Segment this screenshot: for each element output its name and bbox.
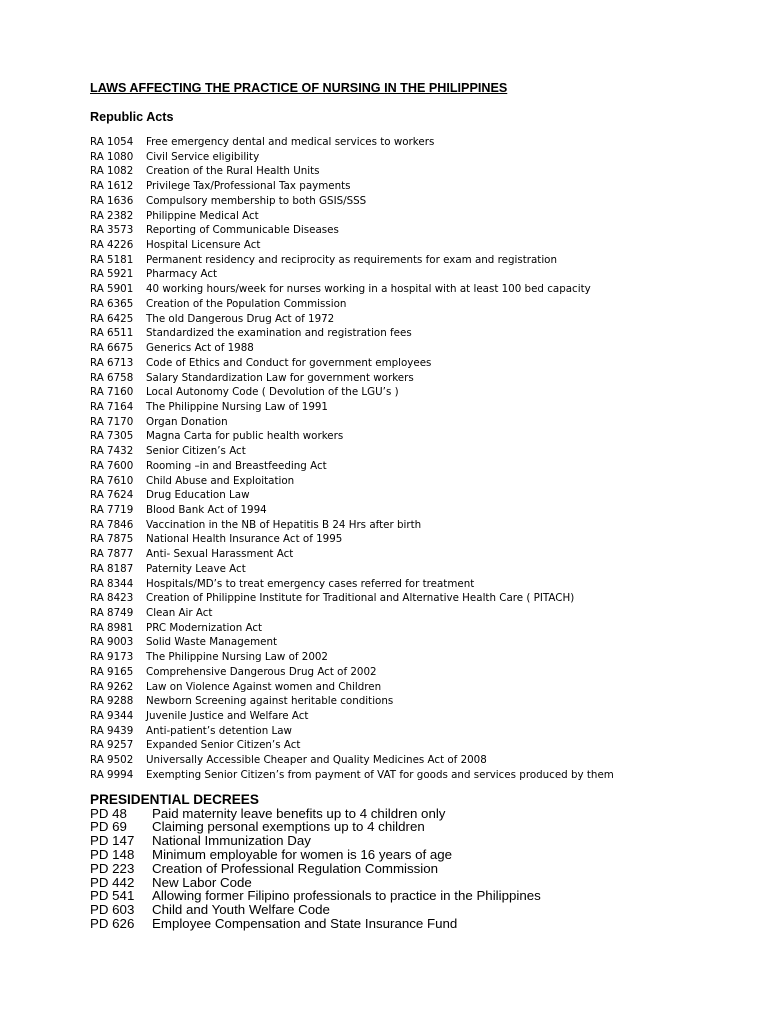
- republic-act-description: Anti- Sexual Harassment Act: [146, 548, 294, 561]
- republic-act-description: PRC Modernization Act: [146, 621, 263, 634]
- republic-act-item: [90, 150, 750, 165]
- republic-act-description: Reporting of Communicable Diseases: [146, 224, 339, 237]
- republic-act-item: [90, 753, 750, 768]
- republic-act-item: [90, 488, 750, 503]
- republic-act-item: [90, 665, 750, 680]
- republic-act-description: Generics Act of 1988: [146, 342, 254, 355]
- republic-act-code: RA 8981: [90, 621, 134, 634]
- republic-act-code: RA 6425: [90, 312, 134, 325]
- republic-act-item: [90, 532, 750, 547]
- republic-acts-list: [90, 135, 750, 783]
- republic-act-code: RA 9502: [90, 754, 134, 767]
- republic-act-description: Universally Accessible Cheaper and Quality Medicines Act of 2008: [146, 754, 487, 767]
- republic-act-item: [90, 253, 750, 268]
- republic-act-description: Pharmacy Act: [146, 268, 218, 281]
- republic-act-description: Hospital Licensure Act: [146, 239, 261, 252]
- republic-act-description: Creation of Philippine Institute for Traditional and Alternative Health Care ( PITACH): [146, 592, 575, 605]
- republic-act-description: Law on Violence Against women and Children: [146, 680, 382, 693]
- presidential-decree-item: [90, 820, 750, 834]
- republic-act-code: RA 9262: [90, 680, 134, 693]
- republic-act-description: Standardized the examination and registration fees: [146, 327, 412, 340]
- republic-act-item: [90, 518, 750, 533]
- republic-act-item: [90, 459, 750, 474]
- republic-act-item: [90, 282, 750, 297]
- document-title: LAWS AFFECTING THE PRACTICE OF NURSING IN THE PHILIPPINES: [90, 81, 508, 95]
- presidential-decree-description: Paid maternity leave benefits up to 4 children only: [152, 805, 446, 821]
- republic-act-item: [90, 267, 750, 282]
- republic-act-code: RA 4226: [90, 239, 134, 252]
- republic-act-item: [90, 635, 750, 650]
- republic-act-description: Free emergency dental and medical services to workers: [146, 136, 435, 148]
- republic-act-code: RA 8344: [90, 577, 134, 590]
- republic-act-item: [90, 709, 750, 724]
- republic-act-code: RA 6713: [90, 356, 134, 369]
- presidential-decree-code: PD 541: [90, 888, 135, 904]
- republic-act-code: RA 7877: [90, 548, 134, 561]
- presidential-decree-description: National Immunization Day: [152, 833, 311, 849]
- republic-act-description: Vaccination in the NB of Hepatitis B 24 Hrs after birth: [146, 518, 422, 531]
- republic-act-description: Juvenile Justice and Welfare Act: [146, 710, 309, 723]
- republic-act-description: Local Autonomy Code ( Devolution of the LGU’s ): [146, 386, 399, 399]
- republic-act-code: RA 5901: [90, 283, 134, 296]
- republic-act-item: [90, 223, 750, 238]
- republic-act-item: [90, 135, 750, 150]
- republic-act-description: Salary Standardization Law for government workers: [146, 371, 414, 384]
- republic-act-item: [90, 768, 750, 783]
- republic-act-description: The Philippine Nursing Law of 1991: [146, 400, 328, 413]
- republic-act-item: [90, 164, 750, 179]
- republic-act-code: RA 6511: [90, 327, 134, 340]
- republic-act-description: Code of Ethics and Conduct for government employees: [146, 356, 432, 369]
- republic-act-description: Hospitals/MD’s to treat emergency cases referred for treatment: [146, 577, 475, 590]
- presidential-decree-item: [90, 862, 750, 876]
- republic-act-code: RA 7875: [90, 533, 134, 546]
- republic-act-description: Magna Carta for public health workers: [146, 430, 344, 443]
- republic-act-item: [90, 297, 750, 312]
- republic-act-description: Comprehensive Dangerous Drug Act of 2002: [146, 665, 377, 678]
- presidential-decrees-list: [90, 807, 750, 931]
- republic-act-item: [90, 724, 750, 739]
- republic-act-item: [90, 209, 750, 224]
- republic-act-description: National Health Insurance Act of 1995: [146, 533, 343, 546]
- republic-act-item: [90, 562, 750, 577]
- republic-act-description: Drug Education Law: [146, 489, 250, 502]
- republic-act-item: [90, 621, 750, 636]
- presidential-decree-description: Employee Compensation and State Insurance Fund: [152, 916, 458, 931]
- presidential-decree-item: [90, 917, 750, 931]
- republic-act-code: RA 7600: [90, 459, 134, 472]
- republic-act-code: RA 9173: [90, 651, 134, 664]
- republic-act-item: [90, 680, 750, 695]
- republic-act-description: 40 working hours/week for nurses working in a hospital with at least 100 bed capacity: [146, 283, 591, 296]
- republic-act-code: RA 7164: [90, 400, 134, 413]
- republic-act-code: RA 1082: [90, 165, 134, 178]
- republic-act-description: Exempting Senior Citizen’s from payment of VAT for goods and services produced by them: [146, 768, 614, 781]
- republic-act-code: RA 9257: [90, 739, 134, 752]
- presidential-decree-description: Allowing former Filipino professionals to practice in the Philippines: [152, 888, 541, 904]
- republic-act-item: [90, 429, 750, 444]
- presidential-decree-item: [90, 834, 750, 848]
- presidential-decree-description: Minimum employable for women is 16 years of age: [152, 847, 453, 863]
- republic-act-code: RA 5921: [90, 268, 134, 281]
- presidential-decree-item: [90, 889, 750, 903]
- republic-act-description: Creation of the Population Commission: [146, 297, 347, 310]
- republic-act-code: RA 9994: [90, 768, 134, 781]
- republic-act-code: RA 8187: [90, 562, 134, 575]
- presidential-decree-code: PD 148: [90, 847, 135, 863]
- republic-act-item: [90, 238, 750, 253]
- republic-act-code: RA 6365: [90, 297, 134, 310]
- republic-act-item: [90, 341, 750, 356]
- republic-act-code: RA 8749: [90, 607, 134, 619]
- presidential-decree-description: New Labor Code: [152, 874, 252, 890]
- republic-act-description: Expanded Senior Citizen’s Act: [146, 739, 301, 752]
- presidential-decree-item: [90, 903, 750, 917]
- republic-act-code: RA 1054: [90, 136, 134, 148]
- republic-act-item: [90, 547, 750, 562]
- republic-act-description: Clean Air Act: [146, 607, 213, 619]
- republic-act-description: The Philippine Nursing Law of 2002: [146, 651, 328, 664]
- republic-act-description: Rooming –in and Breastfeeding Act: [146, 459, 327, 472]
- presidential-decree-description: Creation of Professional Regulation Commission: [152, 860, 439, 876]
- republic-act-item: [90, 650, 750, 665]
- presidential-decree-code: PD 48: [90, 805, 127, 821]
- republic-act-code: RA 6675: [90, 342, 134, 355]
- presidential-decree-code: PD 442: [90, 874, 135, 890]
- republic-act-description: Paternity Leave Act: [146, 562, 246, 575]
- presidential-decree-code: PD 626: [90, 916, 135, 931]
- presidential-decrees-heading: PRESIDENTIAL DECREES: [90, 791, 259, 807]
- presidential-decree-item: [90, 848, 750, 862]
- republic-act-item: [90, 356, 750, 371]
- republic-act-code: RA 7160: [90, 386, 134, 399]
- republic-act-description: Blood Bank Act of 1994: [146, 503, 267, 516]
- presidential-decree-code: PD 69: [90, 819, 127, 835]
- republic-act-code: RA 1080: [90, 150, 134, 163]
- republic-act-item: [90, 371, 750, 386]
- republic-act-code: RA 7610: [90, 474, 134, 487]
- republic-act-code: RA 7432: [90, 445, 134, 458]
- republic-act-code: RA 2382: [90, 209, 134, 222]
- republic-act-item: [90, 738, 750, 753]
- republic-act-description: Permanent residency and reciprocity as requirements for exam and registration: [146, 253, 558, 266]
- republic-act-description: Solid Waste Management: [146, 636, 278, 649]
- republic-act-code: RA 9003: [90, 636, 134, 649]
- republic-act-code: RA 9344: [90, 710, 134, 723]
- republic-act-description: Child Abuse and Exploitation: [146, 474, 295, 487]
- republic-act-code: RA 3573: [90, 224, 134, 237]
- presidential-decree-description: Claiming personal exemptions up to 4 children: [152, 819, 425, 835]
- presidential-decree-description: Child and Youth Welfare Code: [152, 902, 330, 918]
- presidential-decree-item: [90, 807, 750, 821]
- republic-act-item: [90, 326, 750, 341]
- republic-act-description: Philippine Medical Act: [146, 209, 259, 222]
- republic-act-code: RA 9288: [90, 695, 134, 708]
- republic-act-code: RA 7305: [90, 430, 134, 443]
- republic-act-code: RA 7624: [90, 489, 134, 502]
- republic-act-code: RA 7846: [90, 518, 134, 531]
- republic-act-item: [90, 415, 750, 430]
- republic-act-code: RA 7170: [90, 415, 134, 428]
- document-page: [90, 80, 750, 931]
- republic-act-code: RA 6758: [90, 371, 134, 384]
- republic-acts-heading: Republic Acts: [90, 110, 174, 124]
- republic-act-code: RA 1636: [90, 194, 134, 207]
- republic-act-code: RA 9165: [90, 665, 134, 678]
- republic-act-description: Organ Donation: [146, 415, 228, 428]
- republic-act-item: [90, 179, 750, 194]
- republic-act-item: [90, 400, 750, 415]
- presidential-decree-code: PD 147: [90, 833, 135, 849]
- republic-act-description: Anti-patient’s detention Law: [146, 724, 292, 737]
- republic-act-description: The old Dangerous Drug Act of 1972: [146, 312, 335, 325]
- republic-act-description: Privilege Tax/Professional Tax payments: [146, 180, 351, 193]
- republic-act-item: [90, 444, 750, 459]
- republic-act-item: [90, 694, 750, 709]
- republic-act-description: Creation of the Rural Health Units: [146, 165, 320, 178]
- republic-act-item: [90, 503, 750, 518]
- presidential-decree-code: PD 603: [90, 902, 135, 918]
- republic-act-description: Civil Service eligibility: [146, 150, 260, 163]
- republic-act-item: [90, 194, 750, 209]
- republic-act-code: RA 9439: [90, 724, 134, 737]
- republic-act-description: Newborn Screening against heritable conditions: [146, 695, 394, 708]
- republic-act-item: [90, 591, 750, 606]
- republic-act-item: [90, 312, 750, 327]
- republic-act-code: RA 8423: [90, 592, 134, 605]
- republic-act-code: RA 1612: [90, 180, 134, 193]
- republic-act-code: RA 7719: [90, 503, 134, 516]
- republic-act-description: Senior Citizen’s Act: [146, 445, 246, 458]
- presidential-decree-item: [90, 876, 750, 890]
- republic-act-code: RA 5181: [90, 253, 134, 266]
- republic-act-item: [90, 385, 750, 400]
- republic-act-description: Compulsory membership to both GSIS/SSS: [146, 194, 367, 207]
- republic-act-item: [90, 606, 750, 621]
- republic-act-item: [90, 474, 750, 489]
- republic-act-item: [90, 577, 750, 592]
- presidential-decree-code: PD 223: [90, 860, 135, 876]
